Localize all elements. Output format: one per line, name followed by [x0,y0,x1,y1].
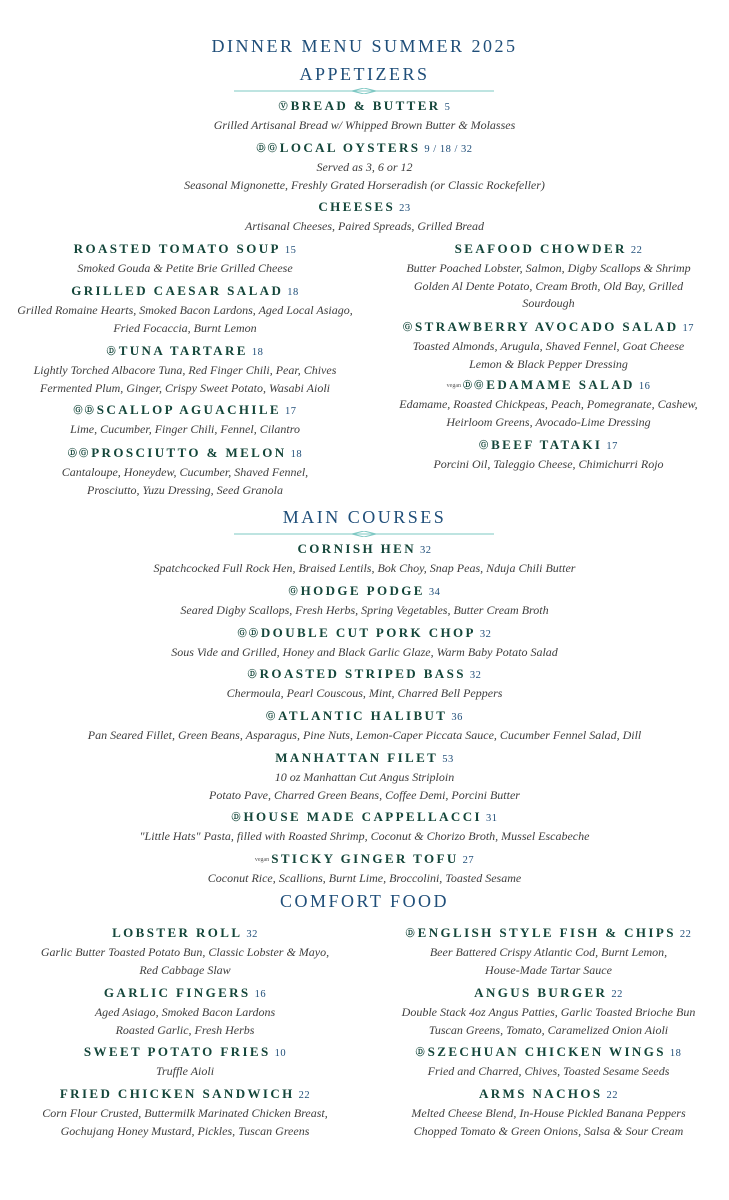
item-description: Melted Cheese Blend, In-House Pickled Banana Peppers [411,1106,686,1120]
item-price: 18 [287,287,299,298]
item-name [0,624,729,644]
menu-item [0,665,729,703]
item-name [368,984,729,1004]
item-title: MANHATTAN FILET [275,750,439,765]
dietary-icon: Ⓖ [403,322,413,332]
item-description: Lemon & Black Pepper Dressing [469,356,628,371]
item-description: Fried and Charred, Chives, Toasted Sesame Seeds [427,1064,670,1078]
menu-item [0,240,370,278]
item-name [368,436,729,456]
item-title: ROASTED TOMATO SOUP [73,241,281,256]
item-price: 22 [630,245,643,256]
item-description: Aged Asiago, Smoked Bacon Lardons [94,1005,276,1019]
item-name [0,749,729,769]
menu-item [368,436,729,474]
item-price: 15 [284,245,297,256]
item-price: 22 [606,1090,619,1101]
divider-ornament [234,531,494,537]
item-title: BREAD & BUTTER [290,98,441,113]
dietary-icon: Ⓓ [231,812,241,822]
item-description: Seasonal Mignonette, Freshly Grated Horseradish (or Classic Rockefeller) [184,177,545,192]
menu-item [0,444,370,499]
item-description: Golden Al Dente Potato, Cream Broth, Old Bay, Grilled [413,278,684,293]
item-name [0,342,370,362]
item-price: 17 [606,441,618,452]
item-title: STICKY GINGER TOFU [271,851,459,866]
item-title: HODGE PODGE [300,583,425,598]
item-price: 16 [638,381,651,392]
item-name [368,240,729,260]
item-name [0,1085,370,1105]
item-price: 22 [611,989,623,1000]
menu-item [0,808,729,846]
menu-item [0,198,729,236]
item-description: Lime, Cucumber, Finger Chili, Fennel, Cilantro [70,422,300,436]
menu-item [368,984,729,1039]
dietary-icon: Ⓥ [278,101,288,111]
item-price: 31 [485,813,498,824]
item-price: 32 [420,545,432,556]
item-price: 16 [254,989,267,1000]
item-name [0,198,729,218]
item-description: Potato Pave, Charred Green Beans, Coffee Demi, Porcini Butter [209,787,520,802]
item-name [0,808,729,828]
item-description: Chermoula, Pearl Couscous, Mint, Charred Bell Peppers [226,686,503,700]
vegan-tag: vegan [254,857,270,863]
dietary-icon: Ⓓ [415,1047,425,1057]
item-description: Heirloom Greens, Avocado-Lime Dressing [446,414,651,429]
item-description: Smoked Gouda & Petite Brie Grilled Cheese [77,261,293,275]
item-name [0,139,729,159]
dietary-icon: Ⓖ [479,440,489,450]
item-description: Butter Poached Lobster, Salmon, Digby Scallops & Shrimp [406,261,691,275]
item-description: Edamame, Roasted Chickpeas, Peach, Pomegranate, Cashew, [399,397,698,411]
section-title-comfort-food: COMFORT FOOD [279,891,450,911]
menu-item [0,97,729,135]
item-name [0,1043,370,1063]
section-title-appetizers: APPETIZERS [299,64,430,84]
menu-item [0,1085,370,1140]
item-price: 18 [251,347,264,358]
item-name [0,665,729,685]
item-price: 17 [682,323,694,334]
menu-item [368,924,729,979]
dietary-icon: Ⓓ [247,669,257,679]
item-description: Grilled Artisanal Bread w/ Whipped Brown Butter & Molasses [213,118,516,132]
item-description: Served as 3, 6 or 12 [316,160,413,174]
item-price: 10 [274,1048,287,1059]
item-title: EDAMAME SALAD [486,377,635,392]
item-description: "Little Hats" Pasta, filled with Roasted Shrimp, Coconut & Chorizo Broth, Mussel Escabeche [139,829,590,843]
item-description: Artisanal Cheeses, Paired Spreads, Grilled Bread [245,219,484,233]
item-name [368,1043,729,1063]
item-description: Chopped Tomato & Green Onions, Salsa & Sour Cream [413,1123,684,1138]
item-title: CORNISH HEN [297,541,416,556]
item-price: 32 [246,929,258,940]
menu-item [0,342,370,397]
menu-item [0,1043,370,1081]
item-title: DOUBLE CUT PORK CHOP [260,625,476,640]
item-price: 22 [679,929,692,940]
item-price: 22 [298,1090,311,1101]
dietary-icon: Ⓓ [106,346,116,356]
item-price: 17 [284,406,297,417]
item-description: Truffle Aioli [155,1064,215,1078]
item-price: 27 [462,855,475,866]
item-title: GARLIC FINGERS [103,985,251,1000]
item-title: BEEF TATAKI [491,437,603,452]
item-title: ANGUS BURGER [474,985,608,1000]
item-description: House-Made Tartar Sauce [485,962,612,977]
item-description: Corn Flour Crusted, Buttermilk Marinated Chicken Breast, [42,1106,328,1120]
item-title: CHEESES [318,199,396,214]
item-description: Pan Seared Fillet, Green Beans, Asparagus, Pine Nuts, Lemon-Caper Piccata Sauce, Cucumber Fennel Salad, Dill [87,728,642,742]
item-description: Beer Battered Crispy Atlantic Cod, Burnt Lemon, [429,945,668,959]
item-description: Garlic Butter Toasted Potato Bun, Classic Lobster & Mayo, [40,945,330,959]
item-description: Sourdough [522,296,575,310]
menu-item [0,139,729,194]
item-name [0,444,370,464]
item-price: 5 [444,102,451,113]
menu-item [0,282,370,337]
item-price: 18 [669,1048,682,1059]
menu-title: DINNER MENU SUMMER 2025 [211,36,518,56]
item-name [0,582,729,602]
menu-item [0,540,729,578]
menu-item [368,240,729,313]
menu-item [0,582,729,620]
dietary-icon: Ⓖ [288,586,298,596]
item-price: 34 [428,587,441,598]
item-description: Lightly Torched Albacore Tuna, Red Finger Chili, Pear, Chives [33,363,337,377]
item-title: PROSCIUTTO & MELON [91,445,287,460]
item-name [0,282,370,302]
dietary-icon: Ⓖ Ⓓ [237,628,258,638]
menu-item [0,749,729,804]
item-description: Grilled Romaine Hearts, Smoked Bacon Lardons, Aged Local Asiago, [17,303,353,317]
item-title: SCALLOP AGUACHILE [96,402,281,417]
item-name [0,924,370,944]
item-title: ATLANTIC HALIBUT [278,708,448,723]
item-description: Fermented Plum, Ginger, Crispy Sweet Potato, Wasabi Aioli [40,380,330,395]
item-description: 10 oz Manhattan Cut Angus Striploin [274,770,455,784]
menu-item [368,318,729,373]
item-description: Seared Digby Scallops, Fresh Herbs, Spring Vegetables, Butter Cream Broth [180,603,549,617]
divider-ornament [234,88,494,94]
item-title: STRAWBERRY AVOCADO SALAD [415,319,679,334]
item-name [0,707,729,727]
item-name [368,376,729,396]
item-price: 53 [442,754,454,765]
item-title: SZECHUAN CHICKEN WINGS [427,1044,666,1059]
item-price: 9 / 18 / 32 [424,144,473,155]
menu-item [368,376,729,431]
item-description: Toasted Almonds, Arugula, Shaved Fennel, Goat Cheese [412,339,685,353]
item-name [0,984,370,1004]
item-title: FRIED CHICKEN SANDWICH [59,1086,295,1101]
item-description: Fried Focaccia, Burnt Lemon [113,320,257,335]
menu-item [0,924,370,979]
item-price: 32 [479,629,492,640]
dietary-icon: Ⓖ [266,711,276,721]
item-title: ENGLISH STYLE FISH & CHIPS [417,925,676,940]
item-price: 23 [399,203,411,214]
dietary-icon: Ⓓ Ⓖ [256,143,277,153]
item-name [0,401,370,421]
item-description: Spatchcocked Full Rock Hen, Braised Lentils, Bok Choy, Snap Peas, Nduja Chili Butter [153,561,576,575]
item-title: SEAFOOD CHOWDER [454,241,627,256]
dietary-icon: Ⓓ Ⓖ [463,380,484,390]
item-name [368,924,729,944]
item-title: LOCAL OYSTERS [279,140,421,155]
dietary-icon: Ⓖ Ⓓ [73,405,94,415]
menu-item [0,401,370,439]
item-name [368,1085,729,1105]
item-description: Prosciutto, Yuzu Dressing, Seed Granola [86,482,283,497]
item-description: Cantaloupe, Honeydew, Cucumber, Shaved Fennel, [61,465,309,479]
item-title: LOBSTER ROLL [112,925,243,940]
item-description: Coconut Rice, Scallions, Burnt Lime, Broccolini, Toasted Sesame [207,871,522,885]
item-description: Sous Vide and Grilled, Honey and Black Garlic Glaze, Warm Baby Potato Salad [171,645,558,659]
menu-item [0,707,729,745]
item-name [0,97,729,117]
item-description: Tuscan Greens, Tomato, Caramelized Onion Aioli [428,1022,669,1037]
menu-item [0,850,729,888]
item-name [0,540,729,560]
item-price: 18 [290,449,303,460]
menu-item [368,1085,729,1140]
item-description: Red Cabbage Slaw [139,962,231,977]
dietary-icon: Ⓓ [405,928,415,938]
item-title: ARMS NACHOS [478,1086,603,1101]
item-title: TUNA TARTARE [118,343,248,358]
item-title: SWEET POTATO FRIES [83,1044,271,1059]
item-title: ROASTED STRIPED BASS [259,666,466,681]
menu-item [0,624,729,662]
item-description: Roasted Garlic, Fresh Herbs [115,1022,255,1037]
menu-item [0,984,370,1039]
item-price: 32 [469,670,482,681]
item-name [368,318,729,338]
menu-item [368,1043,729,1081]
item-title: GRILLED CAESAR SALAD [71,283,284,298]
item-name [0,240,370,260]
item-price: 36 [451,712,463,723]
item-description: Double Stack 4oz Angus Patties, Garlic Toasted Brioche Bun [401,1005,696,1019]
item-description: Gochujang Honey Mustard, Pickles, Tuscan Greens [60,1123,310,1138]
item-title: HOUSE MADE CAPPELLACCI [243,809,482,824]
vegan-tag: vegan [446,383,461,389]
section-title-main-courses: MAIN COURSES [282,507,447,527]
item-description: Porcini Oil, Taleggio Cheese, Chimichurri Rojo [433,457,664,471]
item-name [0,850,729,870]
dietary-icon: Ⓓ Ⓖ [67,448,89,458]
